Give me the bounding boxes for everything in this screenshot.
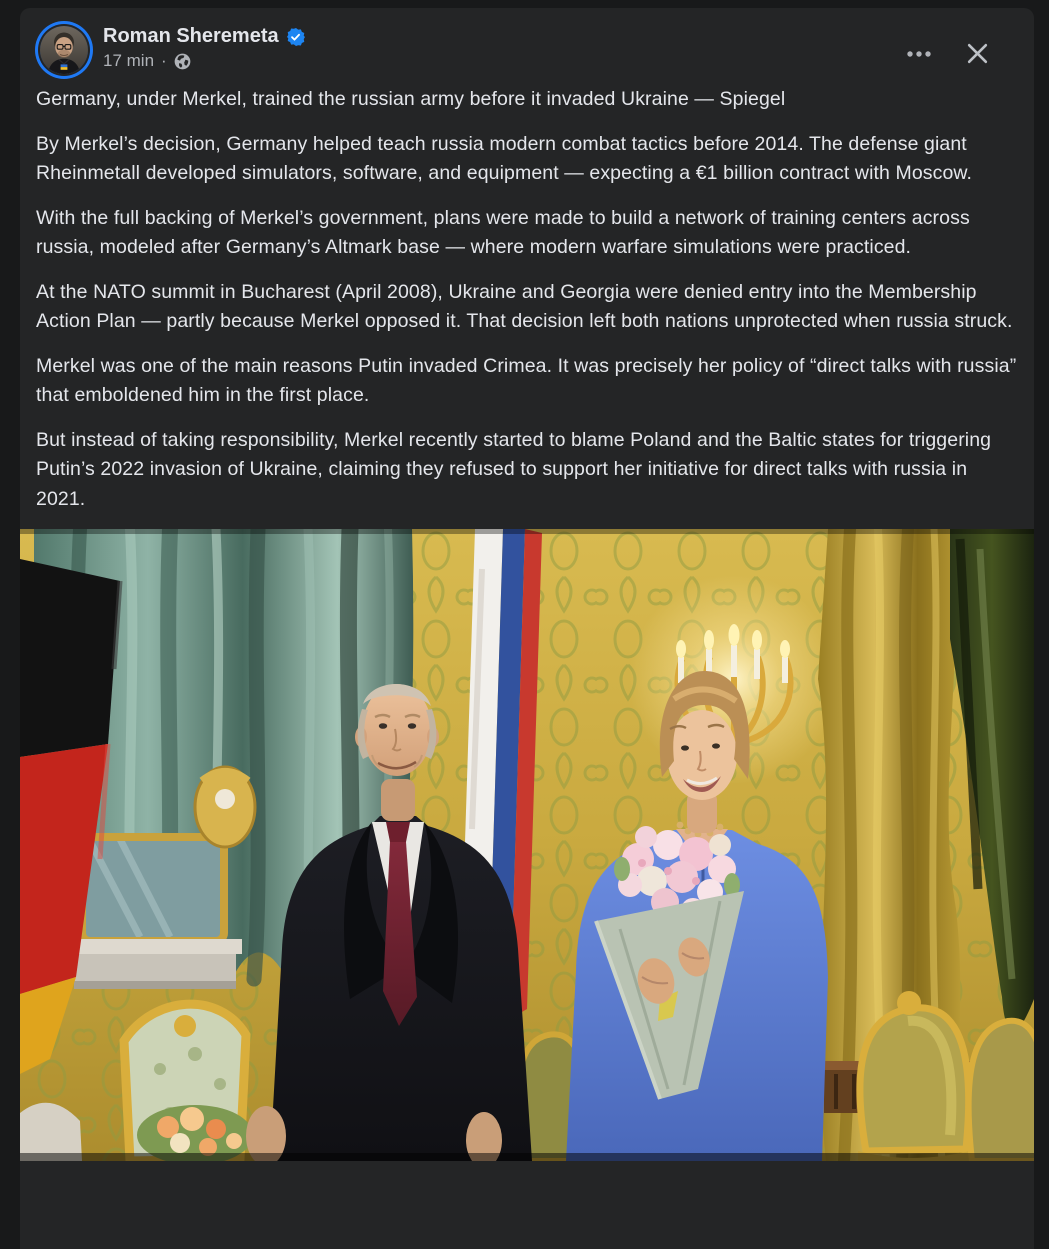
post-header (20, 8, 1034, 76)
post-paragraph: With the full backing of Merkel’s government, plans were made to build a network of training centers across russia, modeled after Germany’s Altmark base — where modern warfare simulations were practiced. (36, 206, 970, 258)
post-paragraph: Merkel was one of the main reasons Putin invaded Crimea. It was precisely her policy of “direct talks with russia” that emboldened him in the first place. (36, 354, 1017, 406)
ellipsis-icon (905, 42, 933, 66)
post-photo[interactable] (20, 529, 1034, 1161)
post-paragraph: But instead of taking responsibility, Merkel recently started to blame Poland and the Baltic states for triggering Putin’s 2022 invasion of Ukraine, claiming they refused to support her initiative for direct talks with russia in 2021. (36, 428, 992, 510)
author-name-row (103, 25, 305, 48)
putin-merkel-photo (20, 529, 1034, 1161)
post-paragraph: By Merkel’s decision, Germany helped teach russia modern combat tactics before 2014. The defense giant Rheinmetall developed simulators, software, and equipment — expecting a €1 billion contract with Moscow. (36, 132, 973, 184)
author-name[interactable]: Roman Sheremeta (103, 25, 279, 47)
post-meta (103, 51, 305, 71)
close-button[interactable] (961, 37, 994, 70)
globe-public-icon (174, 53, 191, 70)
verified-badge-icon (287, 28, 305, 46)
more-options-button[interactable] (901, 38, 937, 70)
header-actions (901, 37, 994, 70)
avatar[interactable] (40, 26, 88, 74)
photo-bottom-shade (20, 1153, 1034, 1161)
post-paragraph: At the NATO summit in Bucharest (April 2008), Ukraine and Georgia were denied entry into the Membership Action Plan — partly because Merkel opposed it. That decision left both nations unprotected when russia struck. (36, 280, 1013, 332)
meta-separator: · (161, 51, 167, 70)
avatar-image (40, 26, 88, 74)
post-paragraph: Germany, under Merkel, trained the russian army before it invaded Ukraine — Spiegel (36, 88, 786, 110)
photo-top-shade (20, 529, 1034, 534)
timestamp[interactable]: 17 min (103, 51, 155, 70)
facebook-post-card (20, 8, 1034, 1249)
close-icon (965, 41, 990, 66)
post-text (20, 76, 1034, 514)
author-block (103, 22, 305, 71)
gilded-chair-far-right (969, 1021, 1034, 1161)
